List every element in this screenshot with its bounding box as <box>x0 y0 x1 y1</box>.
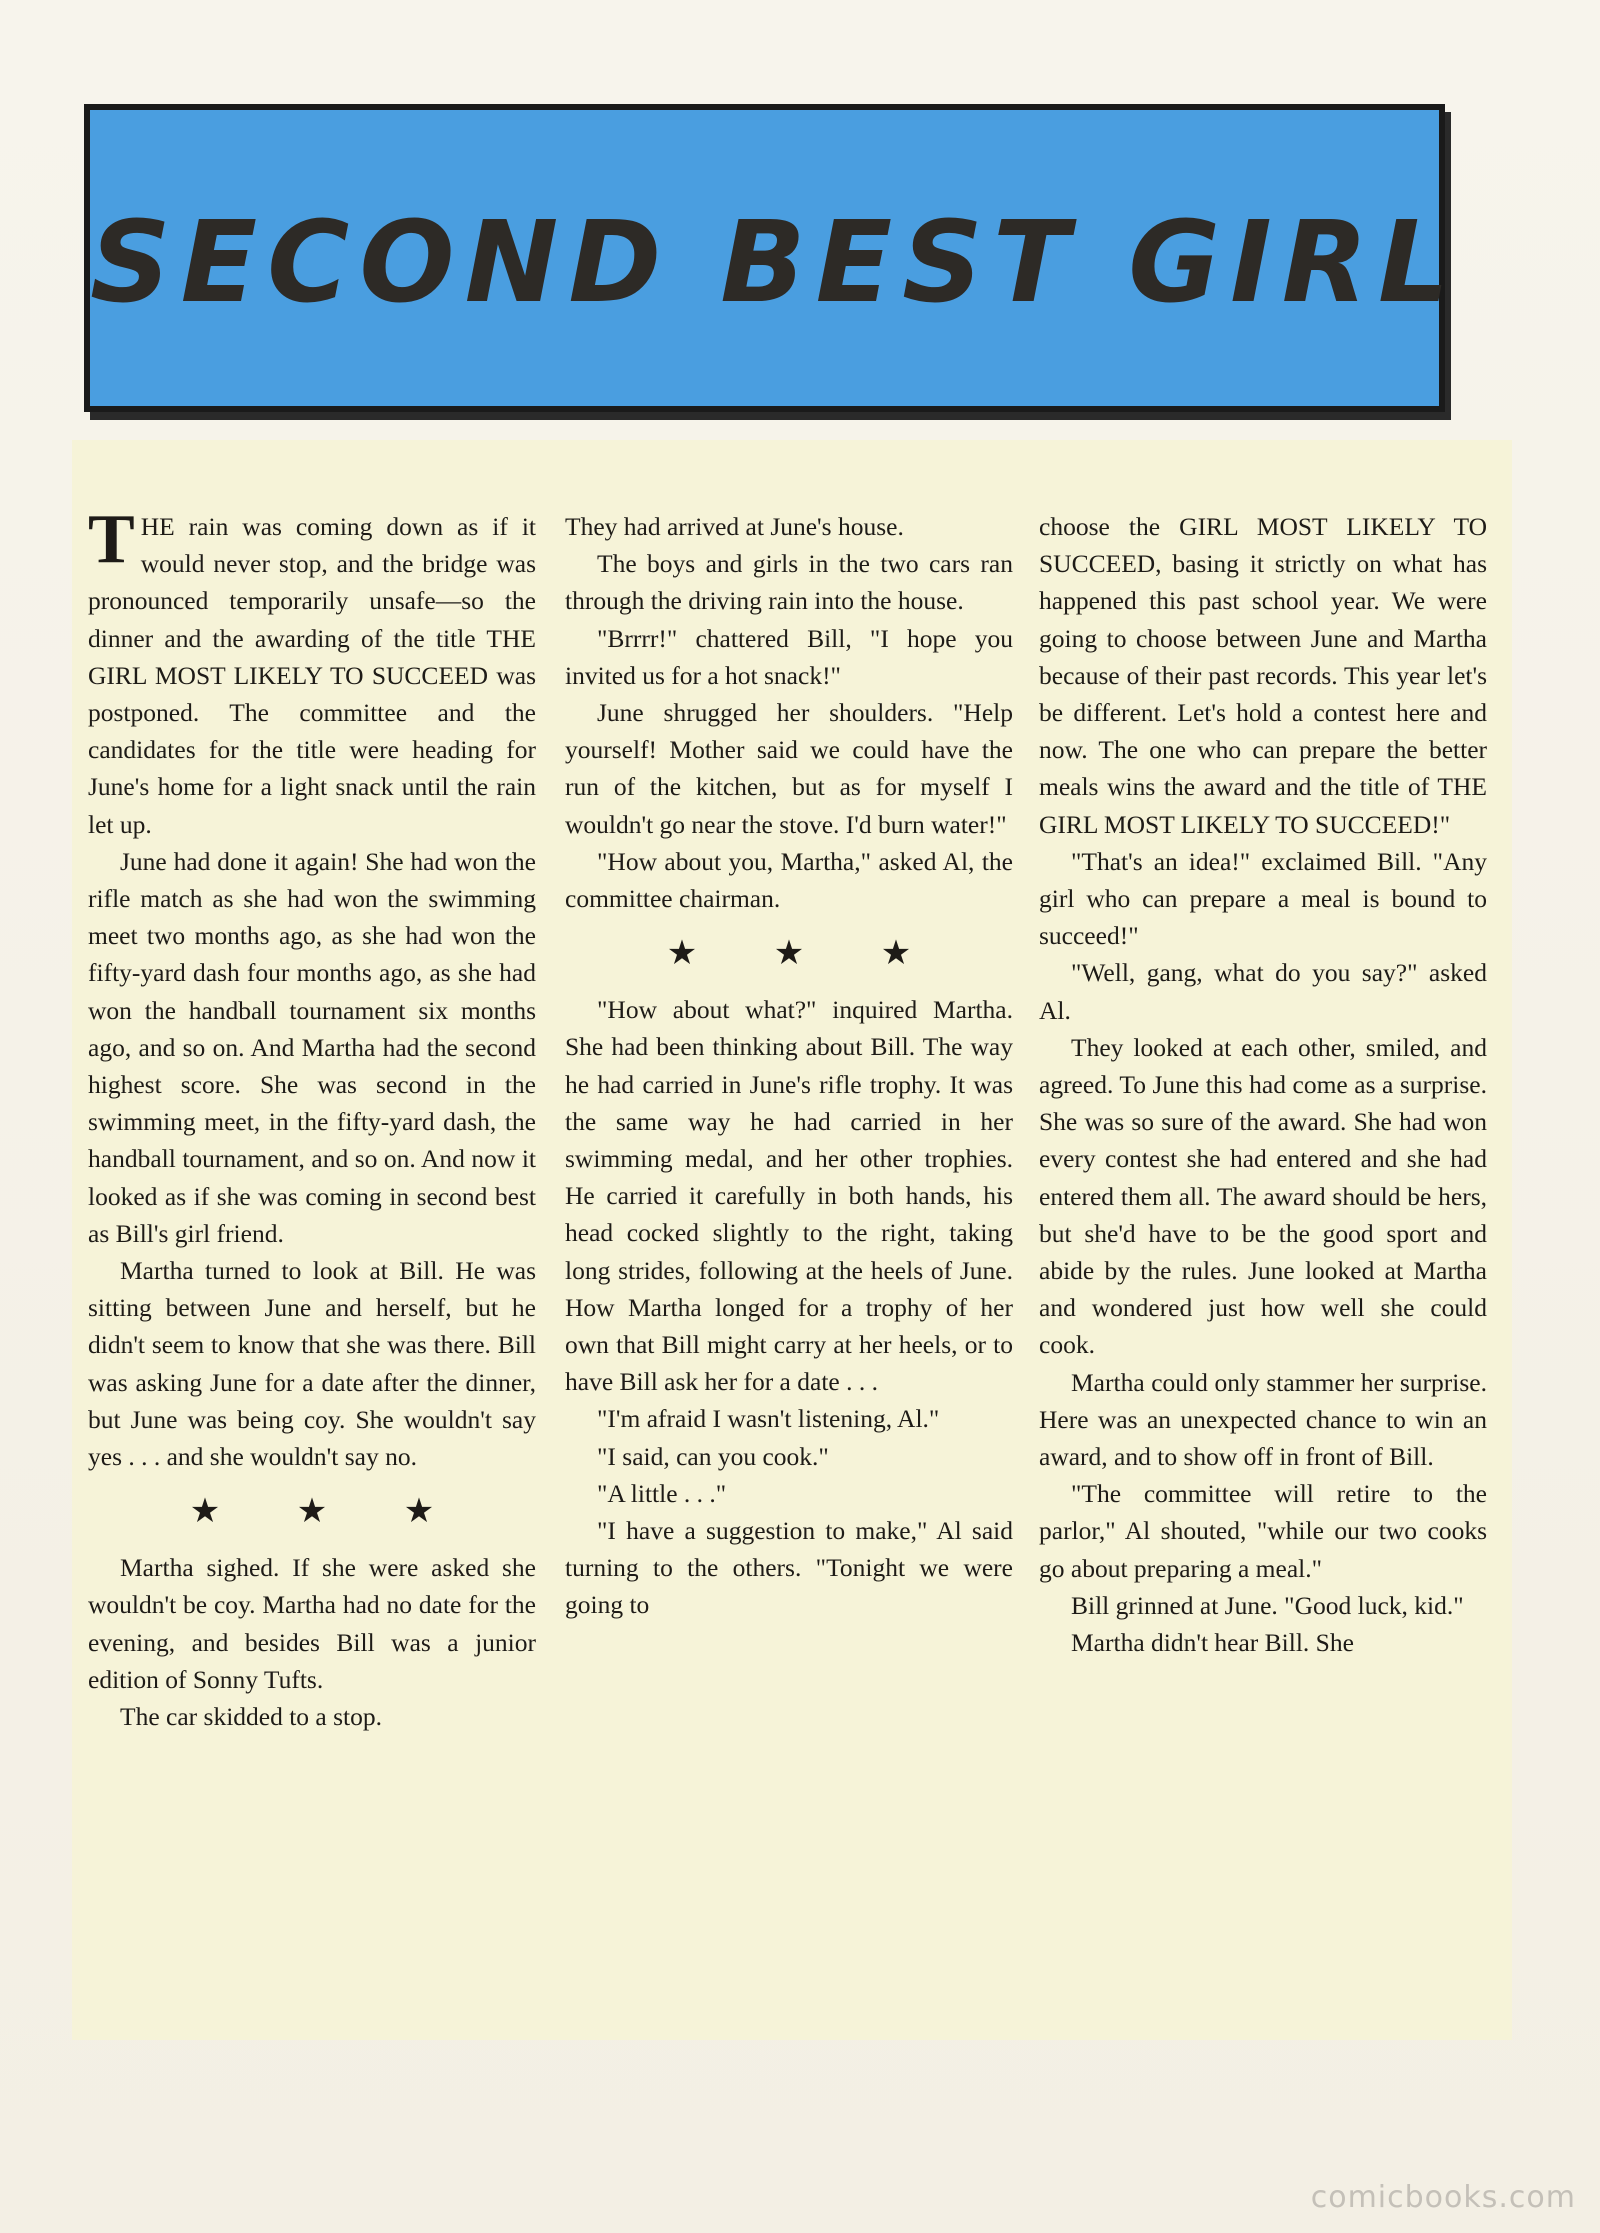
paragraph: "I'm afraid I wasn't listening, Al." <box>597 1404 940 1434</box>
site-watermark: comicbooks.com <box>1310 2180 1576 2215</box>
paragraph: Martha didn't hear Bill. She <box>1071 1628 1354 1658</box>
column-2 <box>565 508 1013 1624</box>
paragraph: Martha turned to look at Bill. He was sitting between June and herself, but he didn't seem to know that she was there. Bill was asking June for a date after the dinner, but June was being coy. She wouldn't say yes . . . and she wouldn't say no. <box>88 1256 536 1472</box>
paragraph: "I have a suggestion to make," Al said turning to the others. "Tonight we were going to <box>565 1516 1013 1620</box>
title-banner <box>84 104 1460 412</box>
section-break-stars: ★ ★ ★ <box>189 1493 469 1531</box>
paragraph: June shrugged her shoulders. "Help yourself! Mother said we could have the run of the kitchen, but as for myself I wouldn't go near the stove. I'd burn water!" <box>565 698 1013 839</box>
paragraph: Bill grinned at June. "Good luck, kid." <box>1071 1590 1464 1620</box>
column-1 <box>88 501 536 1735</box>
story-title: SECOND BEST GIRL <box>90 198 1460 328</box>
paragraph: "A little . . ." <box>597 1478 727 1508</box>
paragraph: Martha could only stammer her surprise. Here was an unexpected chance to win an award, and to show off in front of Bill. <box>1039 1367 1487 1472</box>
paragraph: They had arrived at June's house. <box>565 512 904 541</box>
paragraph: "Well, gang, what do you say?" asked Al. <box>1039 958 1487 1025</box>
paragraph: choose the GIRL MOST LIKELY TO SUCCEED, basing it strictly on what has happened this past school year. We were going to choose between June and Martha because of their past records. This year let's be different. Let's hold a contest here and now. The one who can prepare the better meals wins the award and the title of THE GIRL MOST LIKELY TO SUCCEED!" <box>1039 512 1487 839</box>
paragraph: June had done it again! She had won the rifle match as she had won the swimming meet two months ago, as she had won the fifty-yard dash four months ago, as she had won the handball tournament six months ago, and so on. And Martha had the second highest score. She was second in the swimming meet, in the fifty-yard dash, the handball tournament, and so on. And now it looked as if she was coming in second best as Bill's girl friend. <box>88 846 536 1248</box>
paragraph: "How about what?" inquired Martha. She had been thinking about Bill. The way he had carried in June's rifle trophy. It was the same way he had carried in her swimming medal, and her other trophies. He carried it carefully in both hands, his head cocked slightly to the right, taking long strides, following at the heels of June. How Martha longed for a trophy of her own that Bill might carry at her heels, or to have Bill ask her for a date . . . <box>565 995 1013 1397</box>
paragraph: "How about you, Martha," asked Al, the committee chairman. <box>565 846 1013 914</box>
paragraph: Martha sighed. If she were asked she wouldn't be coy. Martha had no date for the evening, and besides Bill was a junior edition of Sonny Tufts. <box>88 1553 536 1694</box>
paragraph: They looked at each other, smiled, and agreed. To June this had come as a surprise. She was so sure of the award. She had won every contest she had entered and she had entered them all. The award should be hers, but she'd have to be the good sport and abide by the rules. June looked at Martha and wondered just how well she could cook. <box>1039 1032 1487 1360</box>
story-columns <box>88 501 1487 1998</box>
paragraph: "Brrrr!" chattered Bill, "I hope you invited us for a hot snack!" <box>565 623 1013 690</box>
paragraph <box>88 501 536 843</box>
paragraph: The boys and girls in the two cars ran through the driving rain into the house. <box>565 549 1013 616</box>
section-break-stars: ★ ★ ★ <box>666 935 946 973</box>
paragraph: "I said, can you cook." <box>597 1441 829 1471</box>
drop-cap: T <box>88 501 135 578</box>
paragraph-text: HE rain was coming down as if it would never stop, and the bridge was pronounced temporarily unsafe—so the dinner and the awarding of the title THE GIRL MOST LIKELY TO SUCCEED was postponed. The committee and the candidates for the title were heading for June's home for a light snack until the rain let up. <box>88 512 536 839</box>
paragraph: The car skidded to a stop. <box>120 1702 383 1732</box>
paragraph: "The committee will retire to the parlor," Al shouted, "while our two cooks go about preparing a meal." <box>1039 1479 1487 1583</box>
paragraph: "That's an idea!" exclaimed Bill. "Any girl who can prepare a meal is bound to succeed!" <box>1039 846 1487 951</box>
column-3 <box>1039 508 1487 1661</box>
